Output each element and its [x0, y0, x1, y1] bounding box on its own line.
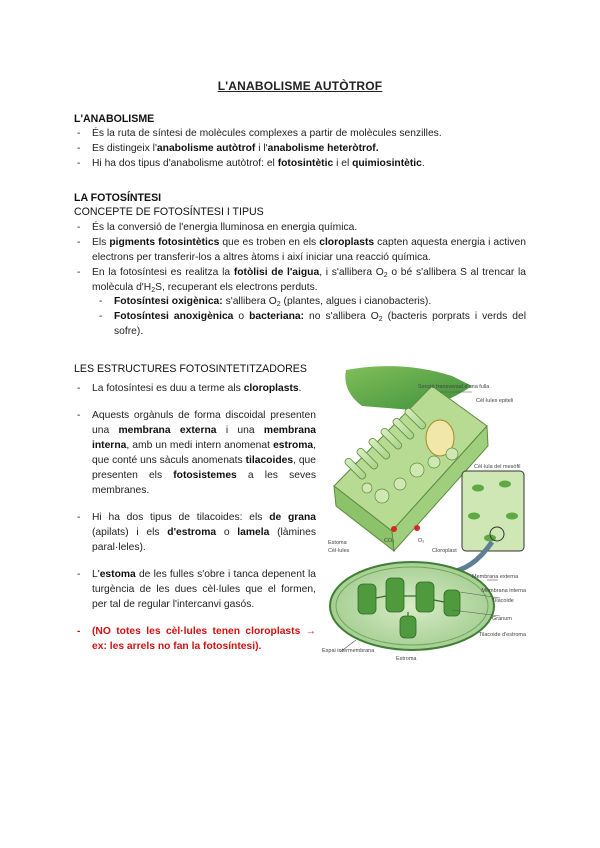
item-text: a les seves membranes. [92, 470, 316, 496]
bold-term: fotosistemes [173, 470, 237, 481]
bold-term: tilacoides [245, 455, 294, 466]
figure-label: Membrana externa [472, 574, 519, 580]
item-text: En la fotosíntesi es realitza la [92, 267, 234, 278]
photosynthesis-sublist [93, 294, 526, 339]
item-text: La fotosíntesi es duu a terme als [92, 383, 244, 394]
item-text: , i s'allibera O [319, 267, 384, 278]
section-heading-structures: LES ESTRUCTURES FOTOSINTETITZADORES [74, 363, 307, 375]
co2-molecule [391, 526, 397, 532]
item-text: Es distingeix l' [92, 143, 157, 154]
item-text: , que conté uns sàculs anomenats [92, 440, 316, 466]
anabolism-list [74, 126, 526, 171]
subscript: 2 [151, 287, 156, 294]
bold-term: cloroplasts [319, 237, 375, 248]
item-text: És la conversió de l'energia lluminosa en energia química. [92, 222, 358, 233]
item-text: s'allibera O [222, 296, 277, 307]
bold-term: quimiosintètic [352, 158, 422, 169]
item-text: Aquests orgànuls de forma discoidal presenten una [92, 410, 316, 436]
note-text: (NO totes les cèl·lules tenen cloroplasts → ex: les arrels no fan la fotosíntesi). [92, 626, 316, 652]
subscript: 2 [276, 301, 281, 308]
leaf-chloroplast-figure [322, 366, 527, 666]
bold-term: estroma [273, 440, 314, 451]
bold-term: anabolisme heteròtrof. [267, 143, 379, 154]
note-item [74, 624, 316, 654]
figure-label: Cèl·lula del mesòfil [474, 464, 521, 470]
list-item [74, 381, 316, 396]
item-text: i el [333, 158, 353, 169]
item-text: És la ruta de síntesi de molècules complexes a partir de molècules senzilles. [92, 128, 442, 139]
bold-term: membrana interna [92, 425, 316, 451]
item-text: i l' [255, 143, 268, 154]
figure-label: Secció transversal d'una fulla [418, 384, 490, 390]
section-heading-photosynthesis: LA FOTOSÍNTESI [74, 192, 162, 204]
list-item [74, 126, 526, 141]
figure-label: O₂ [418, 538, 425, 544]
item-text: , que presenten els [92, 455, 316, 481]
item-text: de les fulles s'obre i tanca depenent la turgència de les dues cèl·lules que el formen, per tal de regular l'intercanvi gasós. [92, 569, 316, 610]
bold-term: Fotosíntesi anoxigènica [114, 311, 234, 322]
bold-term: bacteriana: [249, 311, 305, 322]
figure-label: Cloroplast [432, 548, 457, 554]
figure-label: Membrana interna [481, 588, 527, 594]
item-text: capten aquesta energia i activen electrons per transferir-los a altres àtoms i així iniciar una reacció química. [92, 237, 527, 263]
list-item [74, 156, 526, 171]
list-item [74, 220, 526, 235]
bold-term: membrana externa [118, 425, 217, 436]
item-text: (bacteris porprats i verds del sofre). [114, 311, 527, 337]
subscript: 2 [378, 316, 383, 323]
figure-label: Estroma [396, 656, 417, 662]
item-text: o [233, 311, 250, 322]
item-text: no s'allibera O [304, 311, 379, 322]
bold-term: fotosintètic [277, 158, 334, 169]
page-title: L'ANABOLISME AUTÒTROF [217, 79, 383, 93]
item-text: (plantes, algues i cianobacteris). [280, 296, 432, 307]
item-text: . [298, 383, 302, 394]
item-text: (làmines paral·leles). [92, 527, 317, 553]
list-item [93, 309, 526, 339]
list-item [74, 408, 316, 498]
bold-term: pigments fotosintètics [109, 237, 220, 248]
item-text: S, recuperant els electrons perduts. [155, 282, 318, 293]
bold-term: de grana [269, 512, 316, 523]
item-text: Hi ha dos tipus de tilacoides: els [92, 512, 270, 523]
item-text: que es troben en els [219, 237, 320, 248]
bold-term: estoma [99, 569, 136, 580]
list-item [74, 141, 526, 156]
figure-label: Tilacoide d'estroma [478, 632, 527, 638]
list-item [93, 294, 526, 309]
figure-label: Estoma [328, 540, 347, 546]
item-text: (apilats) i els [92, 527, 168, 538]
list-item [74, 567, 316, 612]
item-text: Hi ha dos tipus d'anabolisme autòtrof: el [92, 158, 278, 169]
list-item [74, 235, 526, 265]
structures-list [74, 381, 316, 654]
bold-term: Fotosíntesi oxigènica: [114, 296, 223, 307]
section-heading-anabolism: L'ANABOLISME [74, 113, 155, 125]
photosynthesis-list [74, 220, 526, 295]
item-text: o [216, 527, 238, 538]
bold-term: anabolisme autòtrof [156, 143, 256, 154]
figure-label: Cèl·lules [328, 548, 350, 554]
figure-label: Tilacoide [492, 598, 514, 604]
item-text: , amb un medi intern anomenat [126, 440, 274, 451]
item-text: Els [92, 237, 110, 248]
o2-molecule [414, 525, 420, 531]
figure-label: CO₂ [384, 538, 395, 544]
item-text: i una [216, 425, 264, 436]
bold-term: cloroplasts [243, 383, 299, 394]
figure-label: Granum [492, 616, 512, 622]
item-text: L' [92, 569, 100, 580]
item-text: . [421, 158, 425, 169]
bold-term: d'estroma [167, 527, 217, 538]
figure-label: Cèl·lules epiteli [476, 398, 514, 404]
bold-term: lamela [237, 527, 270, 538]
list-item [74, 265, 526, 295]
figure-label: Espai intermembrana [322, 648, 375, 654]
subscript: 2 [383, 272, 388, 279]
subheading-concept: CONCEPTE DE FOTOSÍNTESI I TIPUS [74, 206, 264, 218]
list-item [74, 510, 316, 555]
bold-term: fotòlisi de l'aigua [233, 267, 320, 278]
item-text: o bé s'allibera S al trencar la molècula d'H [92, 267, 527, 293]
